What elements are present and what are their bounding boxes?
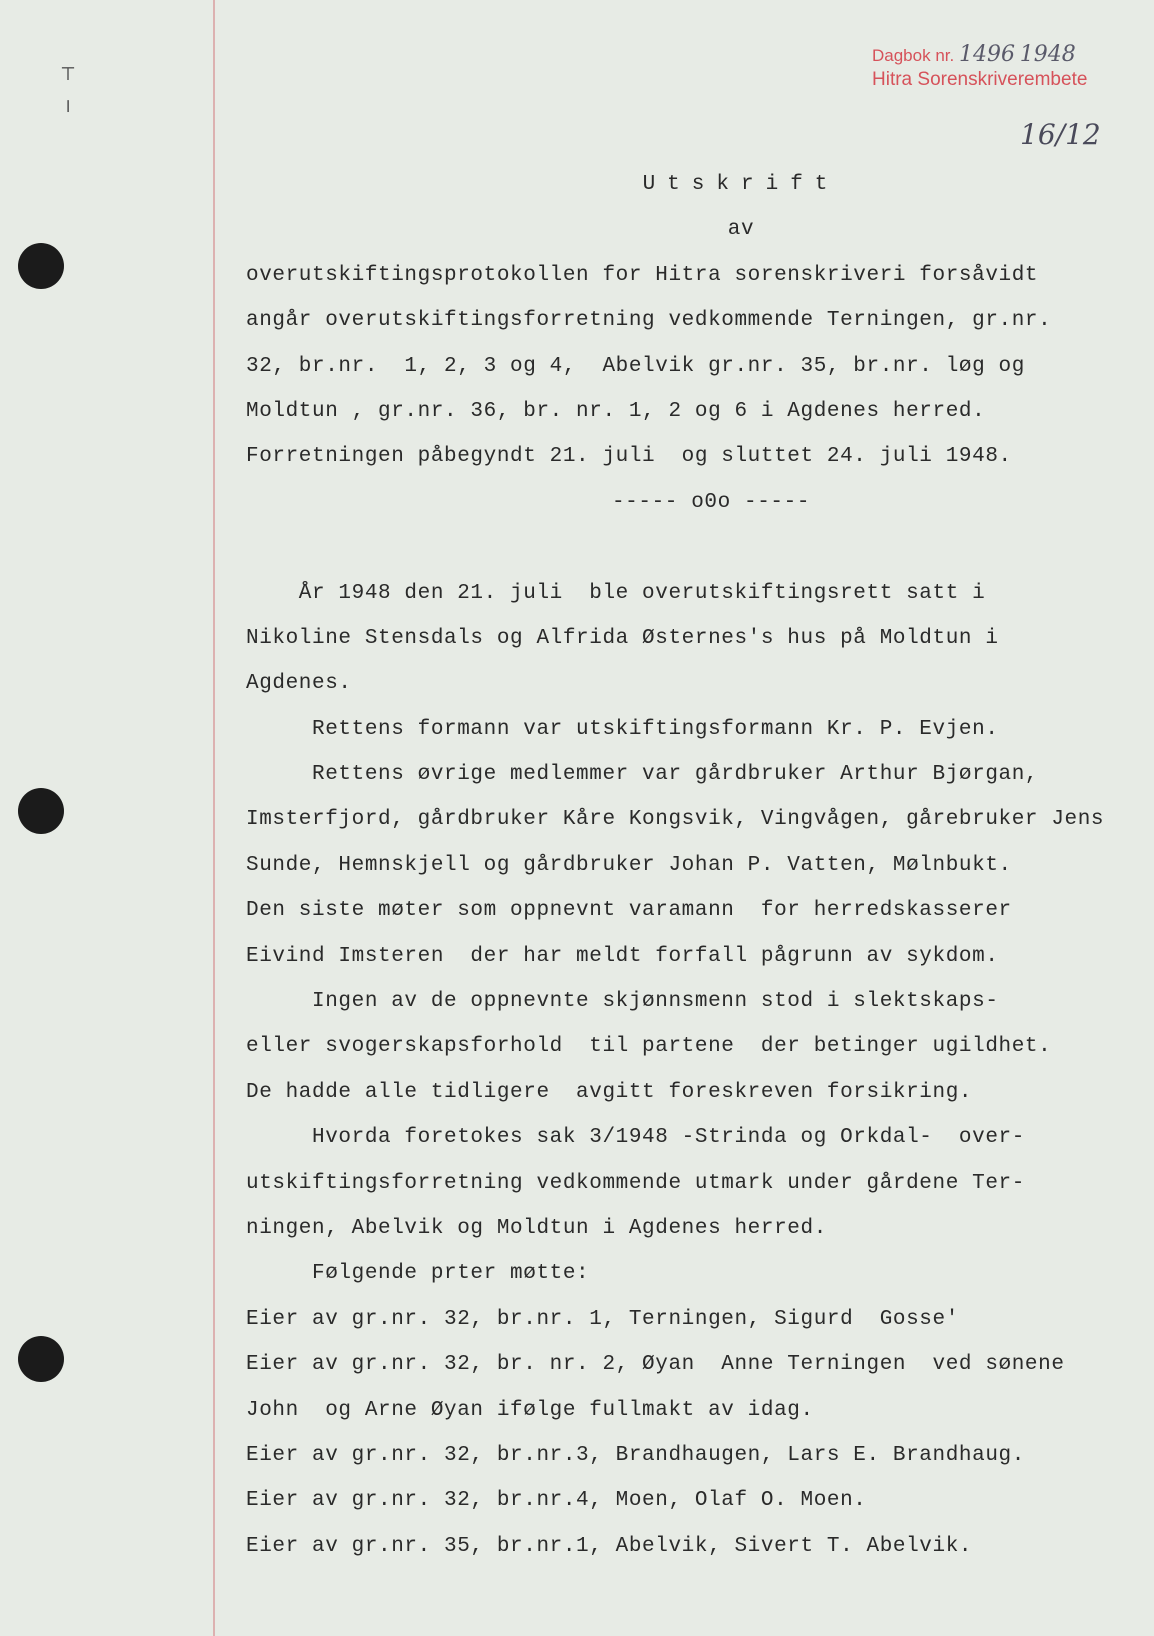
stamp-dagbok-label: Dagbok nr. [872, 46, 955, 65]
intro-line: overutskiftingsprotokollen for Hitra sorenskriveri forsåvidt [246, 263, 1039, 287]
body-line: Sunde, Hemnskjell og gårdbruker Johan P. Vatten, Mølnbukt. [246, 853, 1012, 877]
body-line: Agdenes. [246, 672, 352, 696]
diary-stamp [872, 42, 1132, 91]
body-line: Følgende prter møtte: [246, 1262, 590, 1286]
stamp-dagbok-year: 1948 [1019, 42, 1076, 67]
body-line: De hadde alle tidligere avgitt foreskreven forsikring. [246, 1080, 973, 1104]
body-line: ningen, Abelvik og Moldtun i Agdenes herred. [246, 1216, 827, 1240]
blank-line [246, 525, 1136, 570]
body-line: Rettens formann var utskiftingsformann Kr. P. Evjen. [246, 717, 999, 741]
body-line: Nikoline Stensdals og Alfrida Østernes's hus på Moldtun i [246, 626, 999, 650]
punch-hole-icon [18, 788, 64, 834]
stamp-date: 16/12 [1020, 118, 1101, 151]
body-line: Hvorda foretokes sak 3/1948 -Strinda og Orkdal- over- [246, 1126, 1025, 1150]
body-line: Eier av gr.nr. 32, br.nr. 1, Terningen, Sigurd Gosse' [246, 1307, 959, 1331]
document-subtitle: av [727, 218, 755, 242]
separator: ----- o0o ----- [611, 490, 811, 514]
body-line: Den siste møter som oppnevnt varamann for herredskasserer [246, 899, 1012, 923]
punch-hole-icon [18, 1336, 64, 1382]
margin-tick-icon: ┬ [62, 58, 75, 81]
margin-tick-icon: ╵ [62, 103, 75, 126]
body-line: utskiftingsforretning vedkommende utmark under gårdene Ter- [246, 1171, 1025, 1195]
intro-line: angår overutskiftingsforretning vedkommende Terningen, gr.nr. [246, 309, 1052, 333]
intro-line: 32, br.nr. 1, 2, 3 og 4, Abelvik gr.nr. 35, br.nr. løg og [246, 354, 1025, 378]
body-line: Eier av gr.nr. 32, br. nr. 2, Øyan Anne Terningen ved sønene [246, 1353, 1065, 1377]
body-line: Eier av gr.nr. 32, br.nr.4, Moen, Olaf O. Moen. [246, 1489, 867, 1513]
stamp-dagbok-line [872, 42, 1132, 67]
intro-line: Forretningen påbegyndt 21. juli og sluttet 24. juli 1948. [246, 445, 1012, 469]
document-text [246, 162, 1136, 1569]
intro-line: Moldtun , gr.nr. 36, br. nr. 1, 2 og 6 i Agdenes herred. [246, 399, 986, 423]
stamp-dagbok-number: 1496 [958, 42, 1015, 67]
body-line: År 1948 den 21. juli ble overutskiftingsrett satt i [246, 581, 986, 605]
body-line: Ingen av de oppnevnte skjønnsmenn stod i slektskaps- [246, 990, 999, 1014]
body-line: Eivind Imsteren der har meldt forfall pågrunn av sykdom. [246, 944, 999, 968]
margin-rule [213, 0, 215, 1636]
body-line: John og Arne Øyan ifølge fullmakt av idag. [246, 1398, 814, 1422]
stamp-office: Hitra Sorenskriverembete [872, 69, 1088, 90]
body-line: Eier av gr.nr. 35, br.nr.1, Abelvik, Sivert T. Abelvik. [246, 1534, 973, 1558]
body-line: eller svogerskapsforhold til partene der betinger ugildhet. [246, 1035, 1052, 1059]
body-line: Rettens øvrige medlemmer var gårdbruker Arthur Bjørgan, [246, 763, 1039, 787]
body-line: Imsterfjord, gårdbruker Kåre Kongsvik, Vingvågen, gårebruker Jens [246, 808, 1105, 832]
punch-hole-icon [18, 243, 64, 289]
body-line: Eier av gr.nr. 32, br.nr.3, Brandhaugen, Lars E. Brandhaug. [246, 1443, 1025, 1467]
document-title: Utskrift [642, 173, 840, 196]
